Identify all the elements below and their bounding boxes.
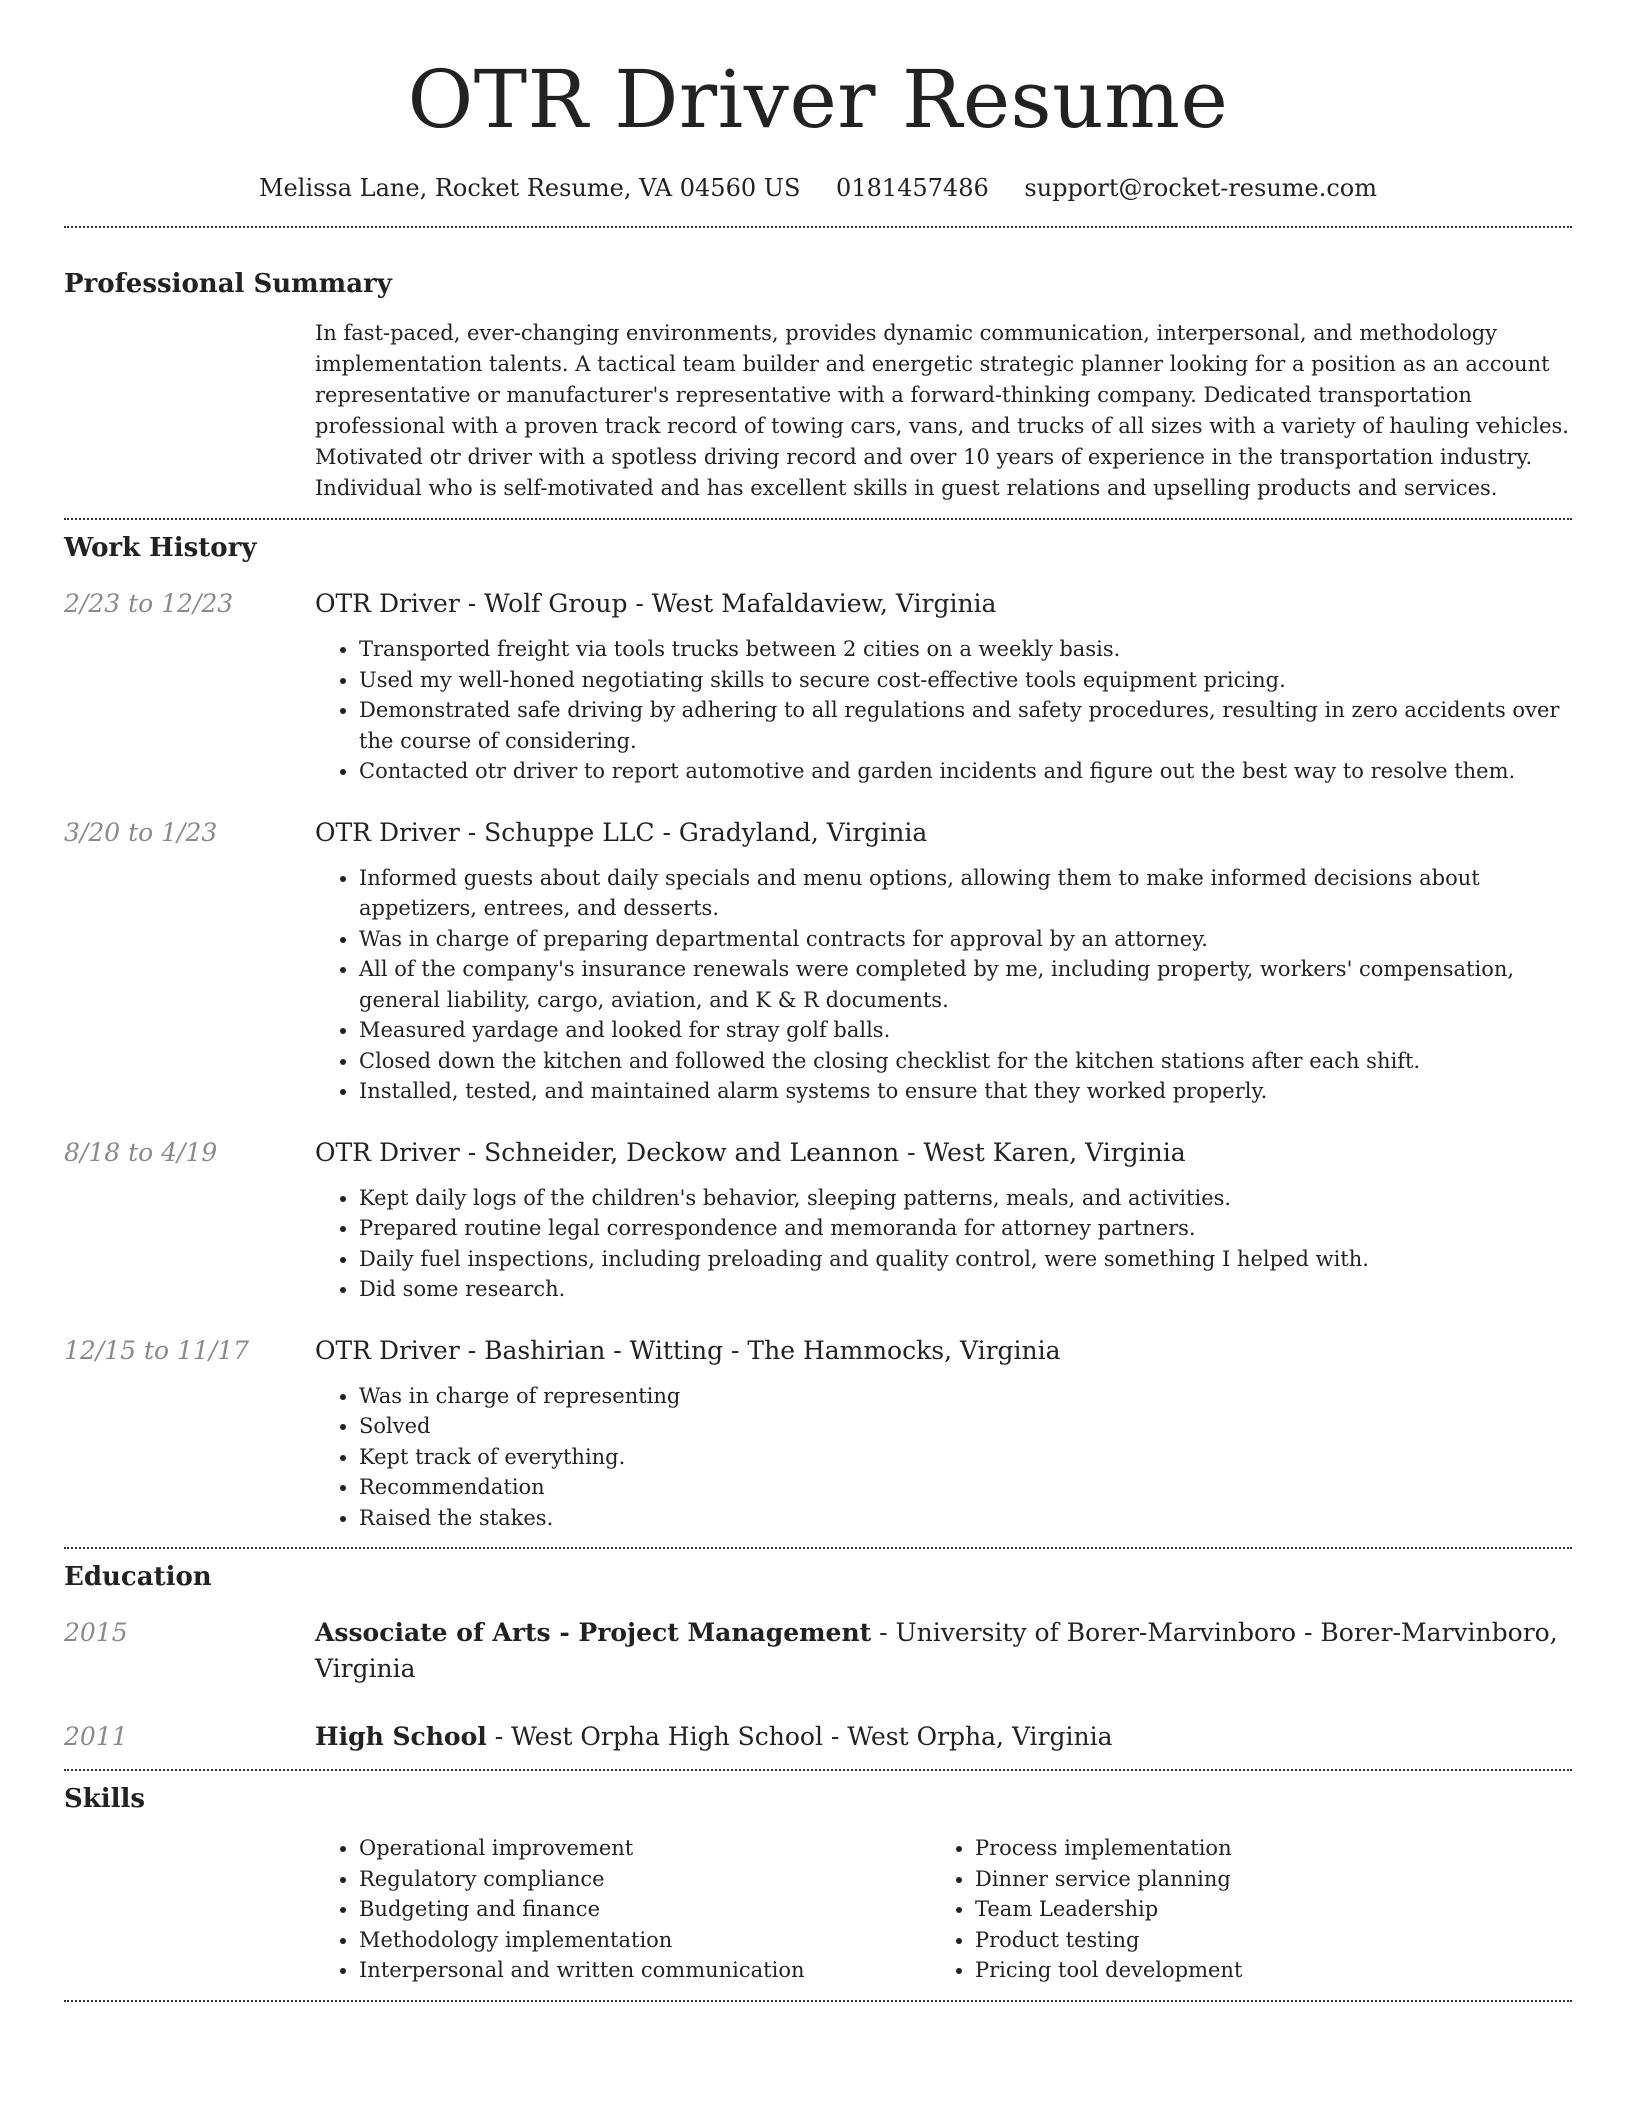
job-bullet: • Demonstrated safe driving by adhering to all regulations and safety procedures, resulting in zero accidents over the course of considering. xyxy=(359,695,1572,756)
education-entry xyxy=(64,1719,1572,1755)
jobs-list xyxy=(64,586,1572,1533)
divider xyxy=(64,2000,1572,2002)
job-entry xyxy=(64,1333,1572,1534)
job-bullet: • Raised the stakes. xyxy=(359,1503,1572,1534)
section-heading-summary: Professional Summary xyxy=(64,269,392,299)
skills-section xyxy=(64,1781,1572,1986)
section-heading-skills: Skills xyxy=(64,1784,146,1814)
resume-title: OTR Driver Resume xyxy=(407,53,1229,146)
job-bullets xyxy=(315,634,1572,787)
job-bullets xyxy=(315,863,1572,1107)
divider xyxy=(64,518,1572,520)
job-bullet: • Used my well-honed negotiating skills to secure cost-effective tools equipment pricing. xyxy=(359,665,1572,696)
job-bullet: • Did some research. xyxy=(359,1274,1572,1305)
job-bullet: • Kept track of everything. xyxy=(359,1442,1572,1473)
skills-spacer xyxy=(64,1833,315,1986)
job-bullets xyxy=(315,1183,1572,1305)
job-bullet: • All of the company's insurance renewals were completed by me, including property, workers' compensation, general liability, cargo, aviation, and K & R documents. xyxy=(359,954,1572,1015)
job-bullet: • Measured yardage and looked for stray golf balls. xyxy=(359,1015,1572,1046)
skill-item: • Regulatory compliance xyxy=(359,1864,931,1895)
job-bullet: • Daily fuel inspections, including preloading and quality control, were something I helped with. xyxy=(359,1244,1572,1275)
education-year: 2015 xyxy=(64,1618,128,1647)
skill-item: • Team Leadership xyxy=(975,1894,1547,1925)
resume-page xyxy=(64,0,1572,2002)
education-entry xyxy=(64,1615,1572,1687)
job-bullet: • Recommendation xyxy=(359,1472,1572,1503)
education-school: - West Orpha High School - West Orpha, Virginia xyxy=(486,1722,1113,1751)
job-dates: 3/20 to 1/23 xyxy=(64,817,218,847)
job-entry xyxy=(64,815,1572,1107)
skill-item: • Pricing tool development xyxy=(975,1955,1547,1986)
job-bullet: • Contacted otr driver to report automotive and garden incidents and figure out the best way to resolve them. xyxy=(359,756,1572,787)
divider xyxy=(64,226,1572,228)
summary-text: In fast-paced, ever-changing environments, provides dynamic communication, interpersonal, and methodology implementation talents. A tactical team builder and energetic strategic planner looking for a position as an account representative or manufacturer's representative with a forward-thinking company. Dedicated transportation professional with a proven track record of towing cars, vans, and trucks of all sizes with a variety of hauling vehicles. Motivated otr driver with a spotless driving record and over 10 years of experience in the transportation industry. Individual who is self-motivated and has excellent skills in guest relations and upselling products and services. xyxy=(315,321,1569,500)
job-dates: 12/15 to 11/17 xyxy=(64,1335,250,1365)
job-bullet: • Closed down the kitchen and followed the closing checklist for the kitchen stations after each shift. xyxy=(359,1046,1572,1077)
education-list xyxy=(64,1615,1572,1755)
summary-spacer xyxy=(64,318,315,504)
skills-grid xyxy=(315,1833,1572,1986)
job-title: OTR Driver - Bashirian - Witting - The Hammocks, Virginia xyxy=(315,1335,1061,1365)
summary-section xyxy=(64,266,1572,504)
job-entry xyxy=(64,586,1572,787)
job-bullets xyxy=(315,1381,1572,1534)
education-section xyxy=(64,1559,1572,1755)
job-title: OTR Driver - Schneider, Deckow and Leannon - West Karen, Virginia xyxy=(315,1137,1186,1167)
job-bullet: • Prepared routine legal correspondence and memoranda for attorney partners. xyxy=(359,1213,1572,1244)
section-heading-work: Work History xyxy=(64,533,257,563)
section-heading-education: Education xyxy=(64,1562,212,1592)
skill-item: • Dinner service planning xyxy=(975,1864,1547,1895)
job-bullet: • Was in charge of preparing departmental contracts for approval by an attorney. xyxy=(359,924,1572,955)
job-title: OTR Driver - Wolf Group - West Mafaldaview, Virginia xyxy=(315,589,997,618)
contact-email: support@rocket-resume.com xyxy=(1024,174,1378,202)
job-bullet: • Solved xyxy=(359,1411,1572,1442)
skill-item: • Interpersonal and written communication xyxy=(359,1955,931,1986)
education-school: - University of Borer-Marvinboro - Borer-Marvinboro, Virginia xyxy=(315,1618,1558,1683)
job-entry xyxy=(64,1135,1572,1305)
skills-list-left xyxy=(315,1833,931,1986)
skills-list-right xyxy=(931,1833,1547,1986)
job-title: OTR Driver - Schuppe LLC - Gradyland, Virginia xyxy=(315,817,928,847)
job-dates: 8/18 to 4/19 xyxy=(64,1137,218,1167)
job-bullet: • Transported freight via tools trucks between 2 cities on a weekly basis. xyxy=(359,634,1572,665)
skill-item: • Budgeting and finance xyxy=(359,1894,931,1925)
job-bullet: • Was in charge of representing xyxy=(359,1381,1572,1412)
work-history-section xyxy=(64,530,1572,1533)
education-title xyxy=(315,1719,1572,1755)
contact-line xyxy=(64,170,1572,206)
job-bullet: • Installed, tested, and maintained alarm systems to ensure that they worked properly. xyxy=(359,1076,1572,1107)
divider xyxy=(64,1769,1572,1771)
skill-item: • Operational improvement xyxy=(359,1833,931,1864)
education-title xyxy=(315,1615,1572,1687)
divider xyxy=(64,1547,1572,1549)
contact-phone: 0181457486 xyxy=(836,174,989,202)
skill-item: • Process implementation xyxy=(975,1833,1547,1864)
education-year: 2011 xyxy=(64,1722,128,1751)
education-degree: Associate of Arts - Project Management xyxy=(315,1618,872,1647)
skill-item: • Product testing xyxy=(975,1925,1547,1956)
skill-item: • Methodology implementation xyxy=(359,1925,931,1956)
contact-address: Melissa Lane, Rocket Resume, VA 04560 US xyxy=(258,174,801,202)
education-degree: High School xyxy=(315,1722,487,1751)
job-bullet: • Informed guests about daily specials and menu options, allowing them to make informed decisions about appetizers, entrees, and desserts. xyxy=(359,863,1572,924)
job-bullet: • Kept daily logs of the children's behavior, sleeping patterns, meals, and activities. xyxy=(359,1183,1572,1214)
job-dates: 2/23 to 12/23 xyxy=(64,589,234,618)
